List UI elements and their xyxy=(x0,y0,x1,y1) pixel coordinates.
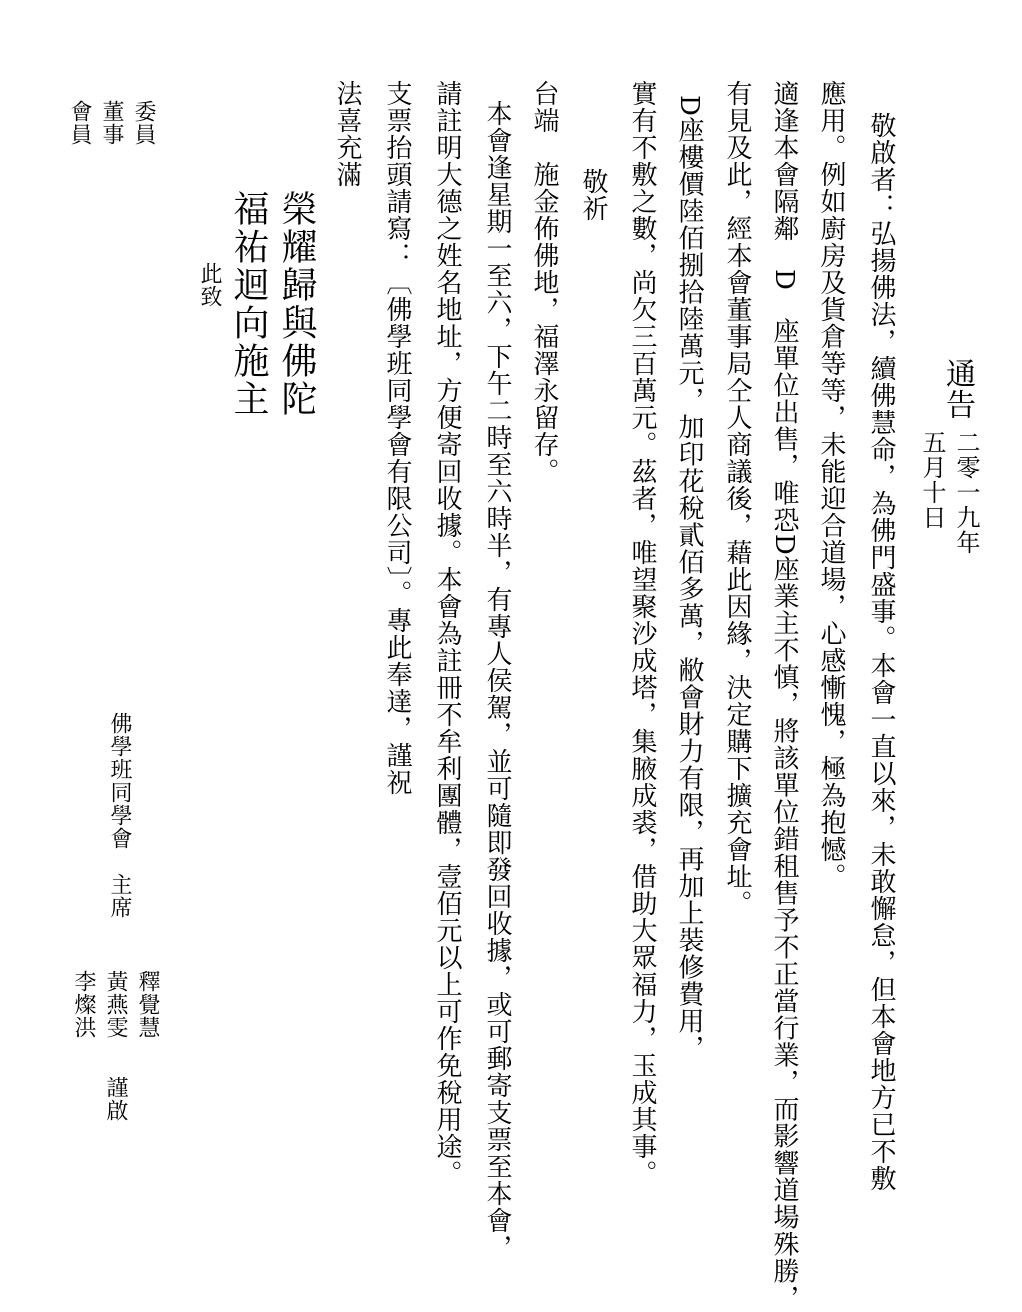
body-column-12: 法喜充滿 xyxy=(332,80,362,188)
body-column-5: D座樓價陸佰捌拾陸萬元，加印花稅貳佰多萬，敝會財力有限，再加上裝修費用， xyxy=(674,95,704,1062)
body-column-8: 台端 施金佈佛地，福澤永留存。 xyxy=(529,80,559,485)
notice-date-day: 五月十日 xyxy=(918,430,946,530)
signature-name-2: 黃燕雯 xyxy=(103,970,128,1039)
body-column-1: 敬啟者：弘揚佛法，續佛慧命，為佛門盛事。本會一直以來，未敢懈怠，但本會地方已不敷 xyxy=(866,112,896,1192)
body-column-6: 實有不敷之數，尚欠三百萬元。茲者，唯望聚沙成塔，集腋成裘，借助大眾福力，玉成其事。 xyxy=(627,80,657,1187)
body-column-3: 適逢本會隔鄰 D 座單位出售，唯恐D座業主不慎，將該單位錯租售予不正當行業，而影響道場殊勝， xyxy=(769,80,799,1312)
body-column-7: 敬祈 xyxy=(578,168,608,222)
slogan-line-1: 榮耀歸與佛陀 xyxy=(276,190,317,418)
body-column-11: 支票抬頭請寫：〔佛學班同學會有限公司〕。專此奉達，謹祝 xyxy=(382,80,412,796)
body-column-9: 本會逢星期一至六，下午二時至六時半，有專人侯駕，並可隨即發回收據，或可郵寄支票至本會， xyxy=(482,100,512,1261)
signature-org: 佛學班同學會 主席 xyxy=(107,712,132,919)
cizhi-text: 此致 xyxy=(197,262,222,308)
body-column-4: 有見及此，經本會董事局仝人商議後，藉此因緣，決定購下擴充會址。 xyxy=(722,80,752,917)
recipient-huiyuan: 會員 xyxy=(67,100,92,146)
recipient-dongshi: 董事 xyxy=(99,100,124,146)
notice-title: 通告 xyxy=(940,358,975,420)
signature-closing: 謹啟 xyxy=(103,1076,128,1122)
slogan-line-2: 福祐迴向施主 xyxy=(228,190,269,418)
signature-name-3: 李燦洪 xyxy=(71,970,96,1039)
notice-date-year: 二零一九年 xyxy=(952,430,980,555)
recipient-weiyuan: 委員 xyxy=(131,100,156,146)
body-column-10: 請註明大德之姓名地址，方便寄回收據。本會為註冊不牟利團體，壹佰元以上可作免稅用途。 xyxy=(432,80,462,1187)
body-column-2: 應用。例如廚房及貨倉等等，未能迎合道場，心感慚愧，極為抱憾。 xyxy=(816,80,846,890)
signature-name-1: 釋覺慧 xyxy=(135,970,160,1039)
